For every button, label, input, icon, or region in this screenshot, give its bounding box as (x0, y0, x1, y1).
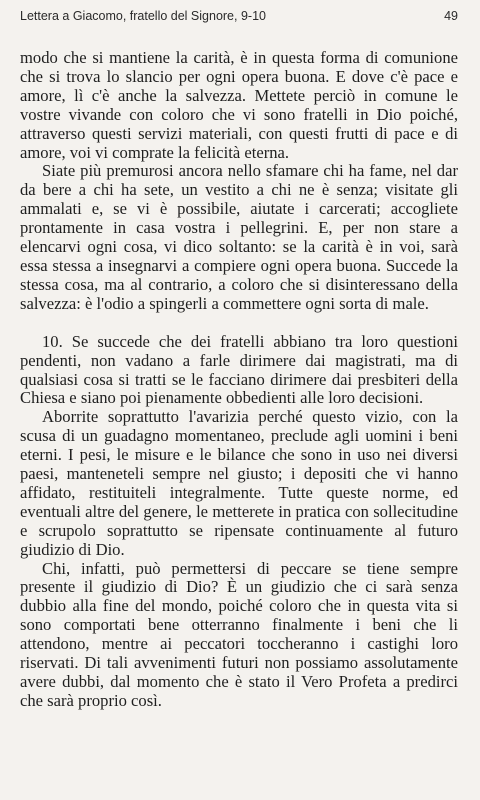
body-text (20, 49, 458, 711)
paragraph: Siate più premurosi ancora nello sfamare chi ha fame, nel dar da bere a chi ha sete, un vestito a chi ne è senza; visitate gli ammalati e, se vi è possibile, aiutate i carcerati; accogliete prontamente in casa vostra i pellegrini. E, per non stare a elencarvi ogni cosa, vi dico soltanto: se la carità è in voi, sarà essa stessa a insegnarvi a compiere ogni opera buona. Succede la stessa cosa, ma al contrario, a coloro che si disinteressano della salvezza: è l'odio a spingerli a commettere ogni sorta di male. (20, 161, 458, 313)
page-number: 49 (444, 9, 458, 23)
paragraph: Aborrite soprattutto l'avarizia perché questo vizio, con la scusa di un guadagno momentaneo, preclude agli uomini i beni eterni. I pesi, le misure e le bilance che sono in uso nei diversi paesi, manteneteli sempre nel giusto; i depositi che vi hanno affidato, restituiteli integralmente. Tutte queste norme, ed eventuali altre del genere, le metterete in pratica con sollecitudine e scrupolo soprattutto se ripensate continuamente al futuro giudizio di Dio. (20, 407, 458, 559)
running-title: Lettera a Giacomo, fratello del Signore, 9-10 (20, 9, 266, 23)
paragraph-continued: modo che si mantiene la carità, è in questa forma di comunione che si trova lo slancio per ogni opera buona. E dove c'è pace e amore, lì c'è anche la salvezza. Mettete perciò in comune le vostre vivande con coloro che vi sono fratelli in Dio poiché, attraverso questi servizi materiali, con questi frutti di pace e di amore, voi vi comprate la felicità eterna. (20, 48, 458, 162)
paragraph: Chi, infatti, può permettersi di peccare se tiene sempre presente il giudizio di Dio? È un giudizio che ci sarà senza dubbio alla fine del mondo, poiché coloro che in questa vita si sono comportati bene otterranno finalmente i beni che li attendono, mentre ai peccatori toccheranno i castighi loro riservati. Di tali avvenimenti futuri non possiamo assolutamente avere dubbi, dal momento che è stato il Vero Profeta a predirci che sarà proprio così. (20, 558, 458, 710)
running-header (20, 9, 458, 23)
section-10-paragraph: 10. Se succede che dei fratelli abbiano tra loro questioni pendenti, non vadano a farle dirimere dai magistrati, ma di qualsiasi cosa si tratti se le facciano dirimere dai presbiteri della Chiesa e siano poi pienamente obbedienti alle loro decisioni. (20, 331, 458, 408)
